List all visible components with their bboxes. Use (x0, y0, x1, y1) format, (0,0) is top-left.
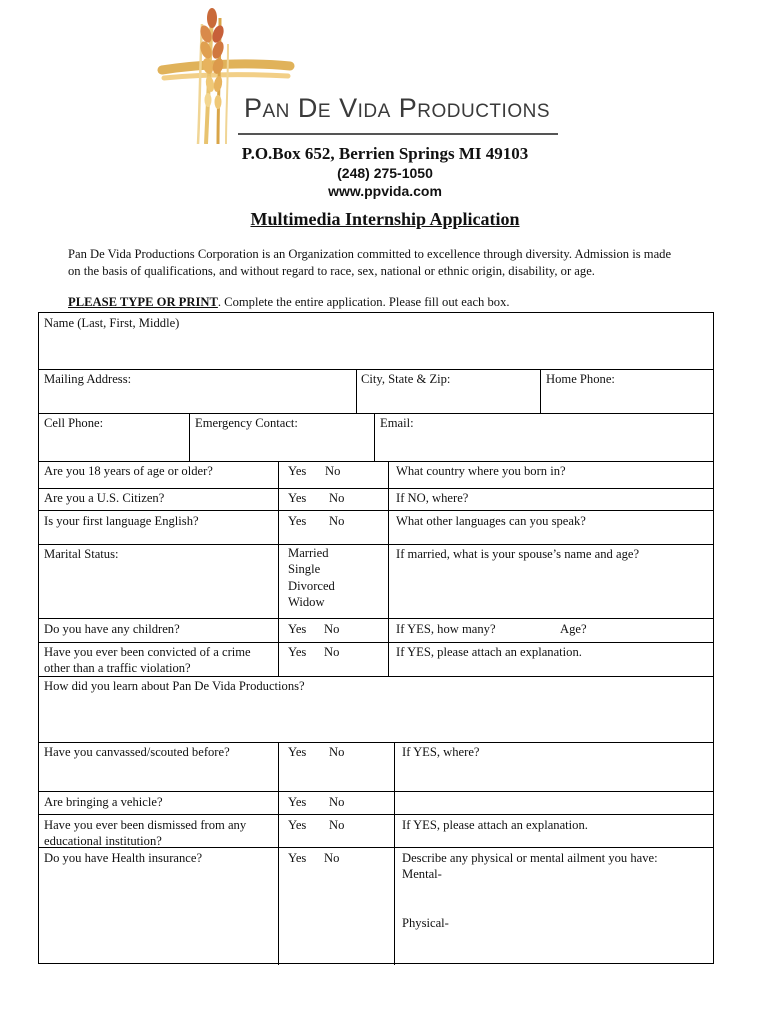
marital-option-single: Single (288, 562, 321, 576)
age-question: Are you 18 years of age or older? (44, 464, 213, 478)
no-option: No (324, 851, 340, 865)
phone: (248) 275-1050 (337, 165, 433, 181)
no-option: No (329, 745, 345, 759)
yes-option: Yes (288, 851, 307, 865)
marital-option-divorced: Divorced (288, 579, 335, 593)
emergency-contact-label: Emergency Contact: (195, 416, 298, 430)
yes-option: Yes (288, 464, 307, 478)
email-label: Email: (380, 416, 414, 430)
marital-option-married: Married (288, 546, 329, 560)
instructions (68, 295, 510, 310)
no-option: No (329, 491, 345, 505)
instructions-bold: PLEASE TYPE OR PRINT (68, 295, 218, 309)
brand-name: Pan De Vida Productions (244, 93, 550, 123)
crime-question-line-1: Have you ever been convicted of a crime (44, 645, 251, 659)
page-title: Multimedia Internship Application (250, 209, 520, 229)
marital-status-label: Marital Status: (44, 547, 119, 561)
city-state-zip-label: City, State & Zip: (361, 372, 451, 386)
canvassed-question: Have you canvassed/scouted before? (44, 745, 230, 759)
name-label: Name (Last, First, Middle) (44, 316, 180, 330)
dismissed-question-line-2: educational institution? (44, 834, 162, 848)
if-yes-how-many: If YES, how many? (396, 622, 496, 636)
cell-phone-label: Cell Phone: (44, 416, 104, 430)
application-form (38, 312, 714, 964)
yes-option: Yes (288, 491, 307, 505)
intro-text (68, 246, 740, 280)
no-option: No (324, 645, 340, 659)
intro-line-1: Pan De Vida Productions Corporation is an Organization committed to excellence through diversity. Admission is made (68, 247, 672, 261)
ailment-question: Describe any physical or mental ailment you have: (402, 851, 658, 865)
no-option: No (325, 464, 341, 478)
yes-option: Yes (288, 795, 307, 809)
no-option: No (329, 795, 345, 809)
learn-question: How did you learn about Pan De Vida Productions? (44, 679, 305, 693)
country-question: What country where you born in? (396, 464, 566, 478)
mailing-address-label: Mailing Address: (44, 372, 132, 386)
dismissed-question-line-1: Have you ever been dismissed from any (44, 818, 247, 832)
no-option: No (329, 514, 345, 528)
marital-option-widow: Widow (288, 595, 325, 609)
spouse-question: If married, what is your spouse’s name and age? (396, 547, 640, 561)
intro-line-2: on the basis of qualifications, and without regard to race, sex, national or ethnic origin, disability, or age. (68, 264, 595, 278)
citizen-question: Are you a U.S. Citizen? (44, 491, 165, 505)
if-yes-where: If YES, where? (402, 745, 480, 759)
yes-option: Yes (288, 622, 307, 636)
home-phone-label: Home Phone: (546, 372, 615, 386)
no-option: No (324, 622, 340, 636)
if-yes-explanation: If YES, please attach an explanation. (396, 645, 582, 659)
no-option: No (329, 818, 345, 832)
mental-label: Mental- (402, 867, 442, 881)
yes-option: Yes (288, 645, 307, 659)
if-yes-explanation: If YES, please attach an explanation. (402, 818, 588, 832)
brand-divider (238, 133, 558, 135)
yes-option: Yes (288, 745, 307, 759)
other-languages-question: What other languages can you speak? (396, 514, 586, 528)
english-question: Is your first language English? (44, 514, 199, 528)
crime-question-line-2: other than a traffic violation? (44, 661, 191, 675)
address: P.O.Box 652, Berrien Springs MI 49103 (241, 144, 529, 163)
instructions-rest: . Complete the entire application. Please fill out each box. (217, 295, 510, 309)
yes-option: Yes (288, 818, 307, 832)
if-no-where: If NO, where? (396, 491, 469, 505)
age-label: Age? (560, 622, 587, 636)
yes-option: Yes (288, 514, 307, 528)
children-question: Do you have any children? (44, 622, 180, 636)
website: www.ppvida.com (328, 183, 442, 199)
health-question: Do you have Health insurance? (44, 851, 203, 865)
vehicle-question: Are bringing a vehicle? (44, 795, 163, 809)
physical-label: Physical- (402, 916, 449, 930)
